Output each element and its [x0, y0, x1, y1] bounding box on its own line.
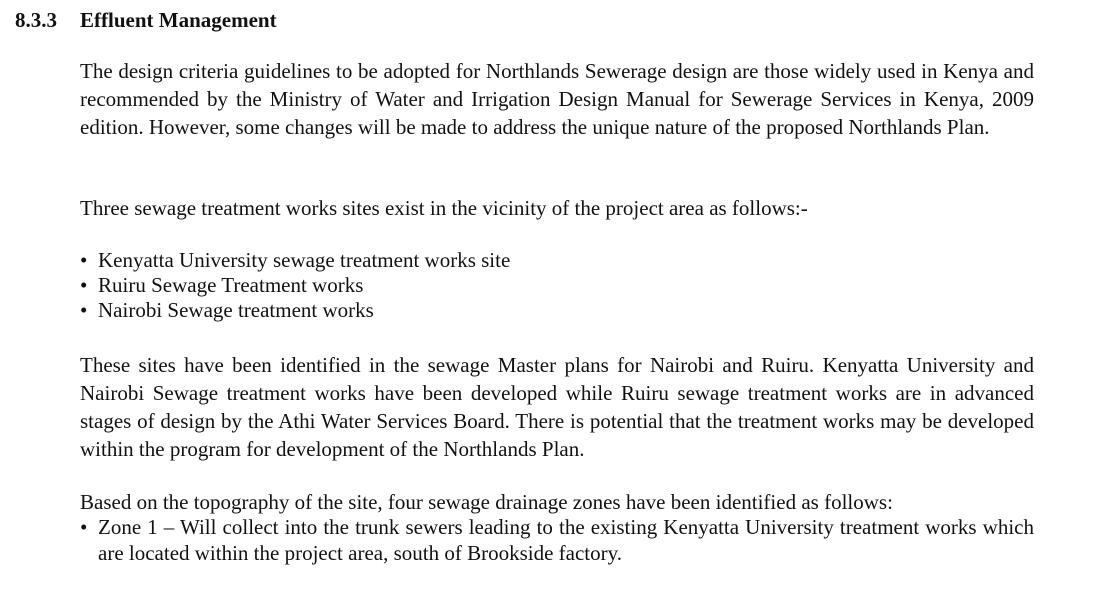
list-item — [80, 298, 1034, 323]
list-item-text: Ruiru Sewage Treatment works — [98, 273, 364, 297]
bullet-icon: • — [80, 515, 88, 539]
bullet-icon: • — [80, 298, 88, 322]
section-title: Effluent Management — [80, 8, 277, 32]
list-item — [80, 514, 1034, 566]
section-number: 8.3.3 — [15, 8, 57, 32]
treatment-sites-list — [80, 248, 1034, 323]
drainage-zones-list — [80, 514, 1034, 566]
intro-paragraph: The design criteria guidelines to be adopted for Northlands Sewerage design are those widely used in Kenya and recommended by the Ministry of Water and Irrigation Design Manual for Sewerage Services in Kenya, 2009 edition. However, some changes will be made to address the unique nature of the proposed Northlands Plan. — [80, 59, 1034, 139]
sites-intro-paragraph: Three sewage treatment works sites exist in the vicinity of the project area as follows:- — [80, 196, 808, 220]
list-item-text: Kenyatta University sewage treatment works site — [98, 248, 511, 272]
bullet-icon: • — [80, 248, 88, 272]
list-item — [80, 273, 1034, 298]
list-item-text: Nairobi Sewage treatment works — [98, 298, 374, 322]
master-plan-paragraph: These sites have been identified in the sewage Master plans for Nairobi and Ruiru. Kenyatta University and Nairobi Sewage treatment works have been developed while Ruiru sewage treatment works are in advanced stages of design by the Athi Water Services Board. There is potential that the treatment works may be developed within the program for development of the Northlands Plan. — [80, 353, 1034, 461]
list-item — [80, 248, 1034, 273]
zones-intro-paragraph: Based on the topography of the site, four sewage drainage zones have been identified as follows: — [80, 490, 893, 514]
bullet-icon: • — [80, 273, 88, 297]
list-item-text: Zone 1 – Will collect into the trunk sewers leading to the existing Kenyatta University treatment works which are located within the project area, south of Brookside factory. — [98, 515, 1034, 565]
section-heading — [15, 7, 277, 33]
